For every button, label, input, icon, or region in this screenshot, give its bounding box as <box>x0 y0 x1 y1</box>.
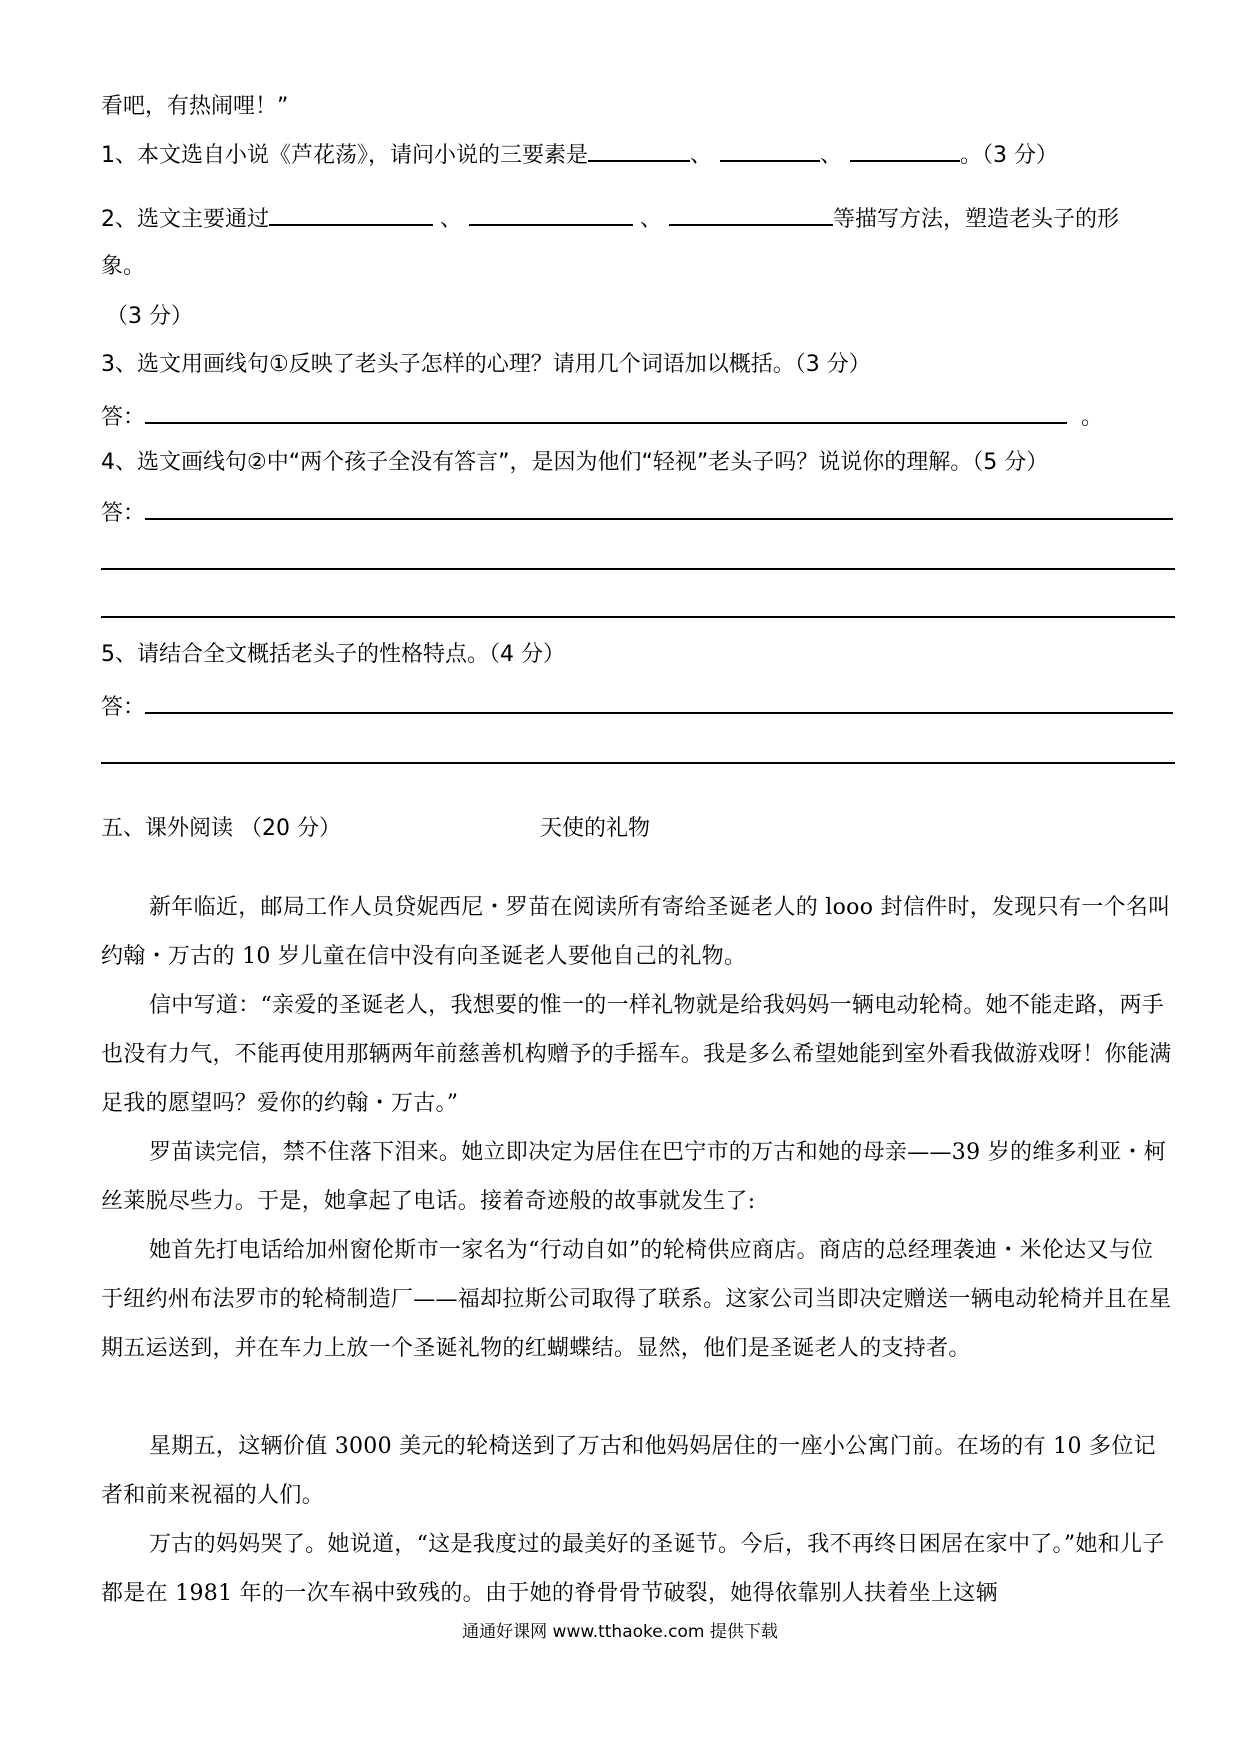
answer-label: 答： <box>101 501 146 526</box>
answer-label: 答： <box>101 695 146 720</box>
answer-blank[interactable] <box>145 690 1173 714</box>
passage-paragraph: 信中写道：“亲爱的圣诞老人，我想要的惟一的一样礼物就是给我妈妈一辆电动轮椅。她不能走路，两手也没有力气，不能再使用那辆两年前慈善机构赠予的手摇车。我是多么希望她能到室外看我做游戏呀！你能满足我的愿望吗？爱你的约翰・万古。” <box>101 993 1172 1116</box>
answer-blank[interactable] <box>469 202 633 226</box>
answer-blank[interactable] <box>145 496 1173 520</box>
separator: 、 <box>690 143 713 168</box>
separator: 、 <box>433 207 469 232</box>
question-5: 5、请结合全文概括老头子的性格特点。（4 分） <box>101 642 565 667</box>
answer-blank[interactable] <box>850 138 960 162</box>
passage-title: 天使的礼物 <box>540 816 651 841</box>
question-2-continuation: 象。 <box>101 254 146 279</box>
question-1 <box>101 138 1058 171</box>
section-5-heading: 五、课外阅读 （20 分） <box>101 816 341 841</box>
answer-label: 答： <box>101 405 146 430</box>
continuation-line: 看吧，有热闹哩！” <box>101 94 289 119</box>
period: 。 <box>1081 405 1104 430</box>
question-1-text: 1、本文选自小说《芦花荡》，请问小说的三要素是 <box>101 143 588 168</box>
question-1-score: 。（3 分） <box>960 143 1059 168</box>
separator: 、 <box>633 207 669 232</box>
question-4: 4、选文画线句②中“两个孩子全没有答言”，是因为他们“轻视”老头子吗？说说你的理解。（5 分） <box>101 450 1049 475</box>
question-3: 3、选文用画线句①反映了老头子怎样的心理？请用几个词语加以概括。（3 分） <box>101 352 871 377</box>
question-2-text-end: 等描写方法，塑造老头子的形 <box>833 207 1120 232</box>
question-2 <box>101 202 1119 235</box>
answer-line-q4 <box>101 496 1173 529</box>
page-footer: 通通好课网 www.tthaoke.com 提供下载 <box>462 1622 778 1642</box>
answer-blank[interactable] <box>269 202 433 226</box>
answer-blank[interactable] <box>588 138 690 162</box>
passage-paragraph: 她首先打电话给加州窗伦斯市一家名为“行动自如”的轮椅供应商店。商店的总经理袭迪・米伦达又与位于纽约州布法罗市的轮椅制造厂——福却拉斯公司取得了联系。这家公司当即决定赠送一辆电动轮椅并且在星期五运送到，并在车力上放一个圣诞礼物的红蝴蝶结。显然，他们是圣诞老人的支持者。 <box>101 1238 1172 1361</box>
answer-rule[interactable] <box>101 616 1175 618</box>
answer-blank[interactable] <box>145 400 1067 424</box>
answer-blank[interactable] <box>720 138 820 162</box>
answer-rule[interactable] <box>101 568 1175 570</box>
passage-paragraph: 星期五，这辆价值 3000 美元的轮椅送到了万古和他妈妈居住的一座小公寓门前。在场的有 10 多位记者和前来祝福的人们。 <box>101 1434 1156 1508</box>
answer-blank[interactable] <box>669 202 833 226</box>
passage-paragraph: 罗苗读完信，禁不住落下泪来。她立即决定为居住在巴宁市的万古和她的母亲——39 岁的维多利亚・柯丝莱脱尽些力。于是，她拿起了电话。接着奇迹般的故事就发生了: <box>101 1140 1167 1214</box>
answer-line-q3 <box>101 400 1103 433</box>
answer-rule[interactable] <box>101 762 1175 764</box>
separator: 、 <box>820 143 843 168</box>
passage-paragraph: 新年临近，邮局工作人员贷妮西尼・罗苗在阅读所有寄给圣诞老人的 looo 封信件时，发现只有一个名叫约翰・万古的 10 岁儿童在信中没有向圣诞老人要他自己的礼物。 <box>101 895 1171 969</box>
question-2-score: （3 分） <box>106 304 193 329</box>
question-2-text: 2、选文主要通过 <box>101 207 269 232</box>
answer-line-q5 <box>101 690 1173 723</box>
passage-paragraph: 万古的妈妈哭了。她说道，“这是我度过的最美好的圣诞节。今后，我不再终日困居在家中了。”她和儿子都是在 1981 年的一次车祸中致残的。由于她的脊骨骨节破裂，她得依靠别人扶着坐上这辆 <box>101 1532 1165 1606</box>
